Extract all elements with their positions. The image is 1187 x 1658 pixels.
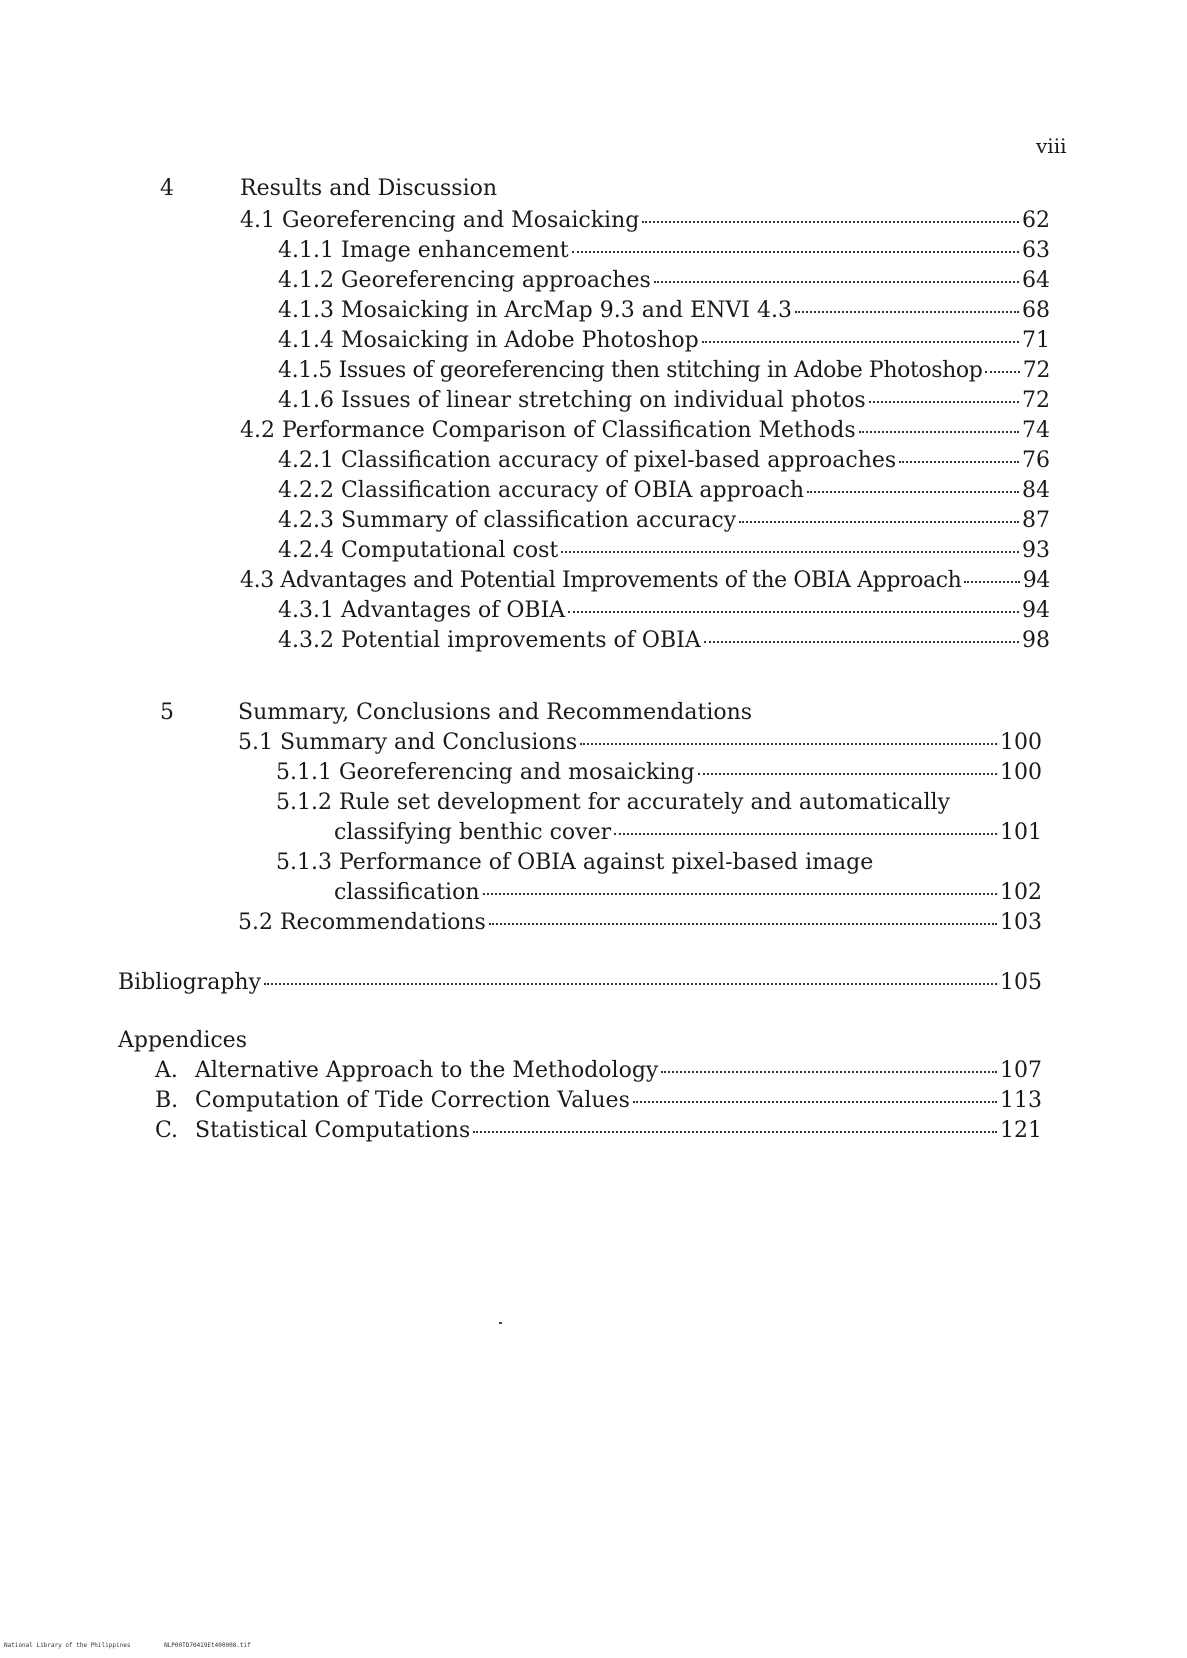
toc-entry-label: 4.2 Performance Comparison of Classification Methods [240,418,856,443]
leader-dots [473,1131,997,1133]
toc-entry-label: 5.2 Recommendations [238,910,486,935]
toc-entry-page: 72 [1022,358,1050,383]
toc-entry[interactable] [278,358,1050,383]
leader-dots [661,1071,997,1073]
appendix-letter: C. [155,1118,179,1143]
toc-entry[interactable] [238,730,1042,755]
toc-entry[interactable] [278,448,1050,473]
page-number: viii [1036,134,1067,158]
toc-entry-label: 4.2.3 Summary of classification accuracy [278,508,737,533]
toc-entry[interactable] [240,418,1050,443]
leader-dots [964,581,1019,583]
toc-entry-label: Computation of Tide Correction Values [195,1088,630,1113]
leader-dots [702,341,1019,343]
toc-entry[interactable] [278,478,1050,503]
toc-entry-label: classification [334,880,480,905]
footer-code: NLP00TD70419Et400008.tif [164,1642,251,1649]
leader-dots [795,311,1019,313]
leader-dots [489,923,997,925]
toc-entry-label: Statistical Computations [195,1118,471,1143]
footer-library: National Library of the Philippines [4,1642,131,1649]
toc-entry-label: Alternative Approach to the Methodology [195,1058,659,1083]
leader-dots [807,491,1019,493]
toc-entry[interactable] [278,628,1050,653]
toc-entry[interactable] [240,568,1050,593]
leader-dots [899,461,1019,463]
toc-entry-label: 5.1 Summary and Conclusions [238,730,578,755]
leader-dots [869,401,1019,403]
toc-entry-appendix[interactable] [155,1088,1042,1113]
chapter-4-title: Results and Discussion [240,176,498,201]
toc-entry[interactable] [278,328,1050,353]
leader-dots [654,281,1019,283]
leader-dots [859,431,1019,433]
toc-entry-label: 4.3.1 Advantages of OBIA [278,598,566,623]
toc-entry[interactable] [334,880,1042,905]
leader-dots [704,641,1019,643]
toc-entry[interactable] [278,268,1050,293]
leader-dots [483,893,998,895]
leader-dots [568,611,1019,613]
toc-entry[interactable] [334,820,1042,845]
chapter-4-number: 4 [160,176,174,201]
toc-entry-page: 74 [1022,418,1050,443]
appendices-heading: Appendices [118,1028,247,1053]
toc-entry-page: 63 [1022,238,1050,263]
toc-entry-page: 100 [1000,760,1042,785]
toc-entry-appendix[interactable] [155,1058,1042,1083]
leader-dots [739,521,1019,523]
toc-entry-label: classifying benthic cover [334,820,612,845]
toc-entry-label: 4.2.4 Computational cost [278,538,559,563]
toc-entry-label: 4.3 Advantages and Potential Improvements of the OBIA Approach [240,568,962,593]
toc-entry-page: 72 [1022,388,1050,413]
toc-entry[interactable] [240,208,1050,233]
toc-entry-page: 64 [1022,268,1050,293]
leader-dots [614,833,997,835]
leader-dots [264,983,997,985]
toc-entry-page: 103 [1000,910,1042,935]
toc-entry-page: 68 [1022,298,1050,323]
toc-entry[interactable] [276,760,1042,785]
toc-entry[interactable] [278,598,1050,623]
toc-entry-page: 62 [1022,208,1050,233]
toc-entry-bibliography[interactable] [118,970,1042,995]
chapter-5-number: 5 [160,700,174,725]
toc-entry-page: 87 [1022,508,1050,533]
toc-entry-label: 5.1.1 Georeferencing and mosaicking [276,760,695,785]
toc-entry-page: 102 [1000,880,1042,905]
toc-entry-label: 4.1.4 Mosaicking in Adobe Photoshop [278,328,699,353]
toc-entry-label: Bibliography [118,970,261,995]
toc-entry-label: 4.1.3 Mosaicking in ArcMap 9.3 and ENVI 4.3 [278,298,792,323]
toc-entry-page: 94 [1022,568,1050,593]
toc-entry-page: 84 [1022,478,1050,503]
toc-entry-page: 76 [1022,448,1050,473]
toc-entry[interactable] [278,238,1050,263]
toc-entry-page: 71 [1022,328,1050,353]
toc-entry[interactable] [278,538,1050,563]
leader-dots [580,743,997,745]
leader-dots [561,551,1019,553]
toc-entry-page: 94 [1022,598,1050,623]
toc-entry-label: 4.1.6 Issues of linear stretching on individual photos [278,388,866,413]
toc-entry-label: 4.2.1 Classification accuracy of pixel-based approaches [278,448,897,473]
toc-entry-line[interactable]: 5.1.2 Rule set development for accurately and automatically [276,790,950,815]
toc-entry[interactable] [278,298,1050,323]
toc-entry-label: 4.2.2 Classification accuracy of OBIA approach [278,478,805,503]
toc-entry-label: 4.1.1 Image enhancement [278,238,569,263]
appendix-letter: A. [155,1058,178,1083]
toc-entry-page: 98 [1022,628,1050,653]
toc-entry-page: 113 [1000,1088,1042,1113]
toc-entry-page: 107 [1000,1058,1042,1083]
toc-entry[interactable] [238,910,1042,935]
toc-entry-label: 4.1.5 Issues of georeferencing then stitching in Adobe Photoshop [278,358,983,383]
toc-entry-page: 93 [1022,538,1050,563]
toc-entry-page: 105 [1000,970,1042,995]
leader-dots [698,773,997,775]
toc-entry-label: 4.1.2 Georeferencing approaches [278,268,651,293]
toc-entry-page: 121 [1000,1118,1042,1143]
toc-entry[interactable] [278,508,1050,533]
chapter-5-title: Summary, Conclusions and Recommendations [238,700,753,725]
leader-dots [985,371,1019,373]
appendix-letter: B. [155,1088,179,1113]
scan-speck [499,1322,502,1324]
toc-entry[interactable] [278,388,1050,413]
toc-entry-label: 4.3.2 Potential improvements of OBIA [278,628,701,653]
toc-entry-page: 101 [1000,820,1042,845]
toc-entry-label: 4.1 Georeferencing and Mosaicking [240,208,640,233]
scan-footer [4,1642,281,1649]
leader-dots [572,251,1019,253]
leader-dots [642,221,1019,223]
toc-entry-appendix[interactable] [155,1118,1042,1143]
toc-entry-line[interactable]: 5.1.3 Performance of OBIA against pixel-based image [276,850,874,875]
leader-dots [633,1101,997,1103]
toc-entry-page: 100 [1000,730,1042,755]
